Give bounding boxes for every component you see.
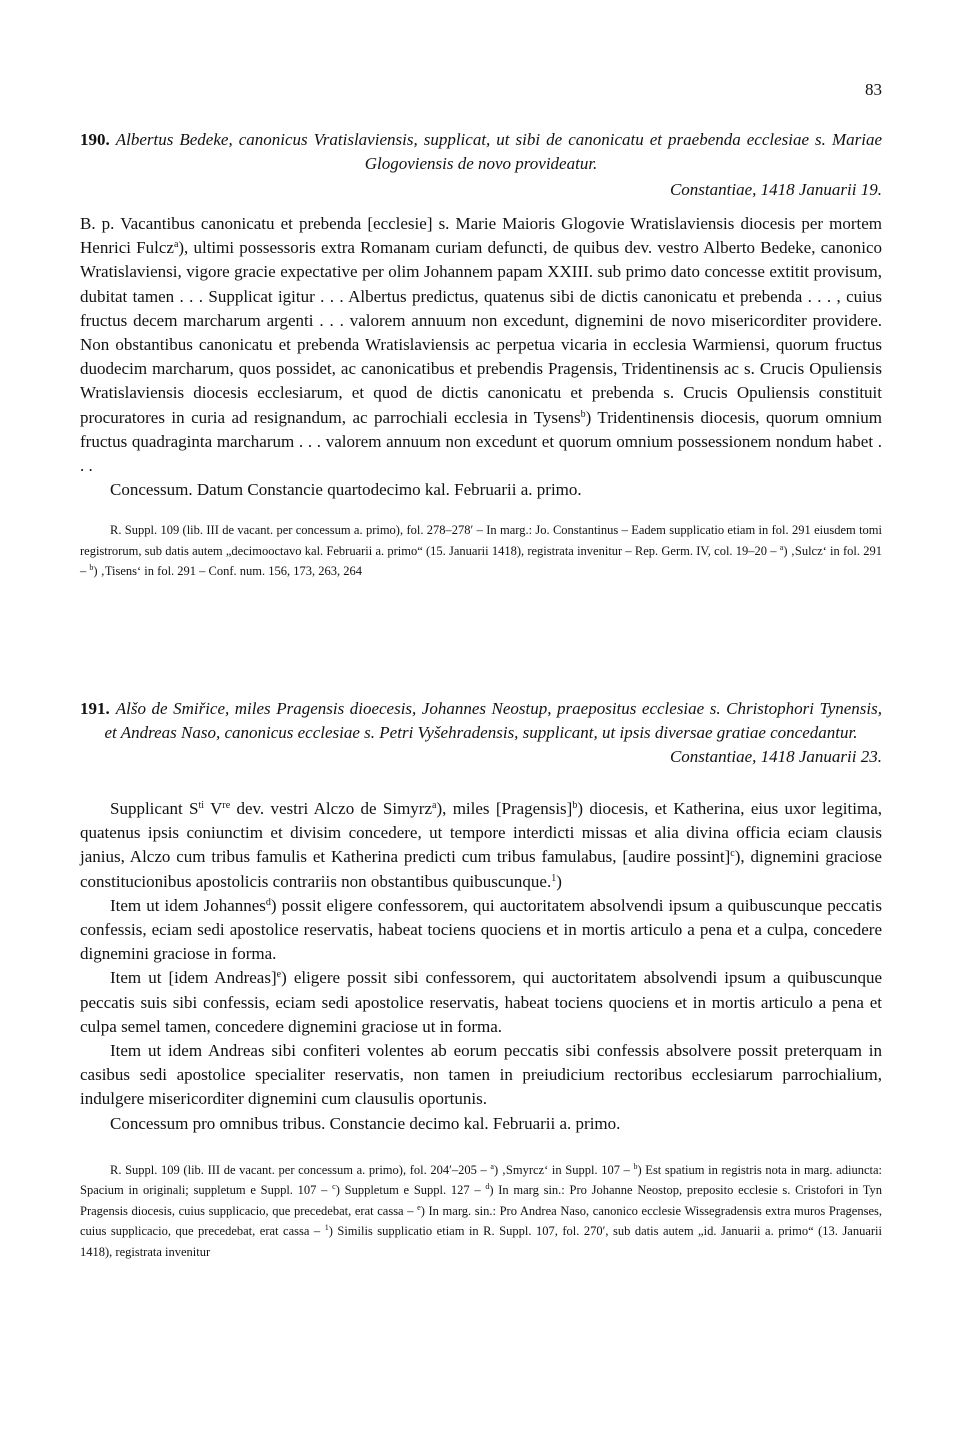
footnote-marker: a — [173, 239, 179, 251]
footnote-text: R. Suppl. 109 (lib. III de vacant. per concessum a. primo), fol. 204′–205 – $^a$) ‚Smyrcz‘ in Suppl. 107 – $^b$) Est spatium in registris nota in marg. adiuncta: Spacium in originali; suppletum e Suppl. 107 – $^c$) Suppletum e Suppl. 127 – $^d$) In marg sin.: Pro Johanne Neostop, preposito ecclesie s. Cristofori in Tyn Pragensis diocesis, cuius supplicacio, que precedebat, erat cassa – $^e$) In marg. sin.: Pro Andrea Naso, canonico ecclesie Wissegradensis extra muros Pragenses, cuius supplicacio, que precedebat, erat cassa – $^1$) Similis supplicatio etiam in R. Suppl. 107, fol. 270′, sub datis autem „id. Januarii a. primo“ (13. Januarii 1418), registrata invenitur — [80, 1161, 883, 1259]
body-paragraph: Concessum. Datum Constancie quartodecimo kal. Februarii a. primo. — [110, 480, 582, 500]
body-paragraph: Supplicant $S^{ti}$ Vre dev. vestri Alczo de Simyrz$^a$), miles [Pragensis]$^b$) diocesis, et Katherina, eius uxor legitima, quatenus ipsis coniunctim et divisim concedere, ut tempore interdicti missas et alia divina officia eciam clausis janius, Alczo cum tribus famulis et Katherina predicti cum tribus famulabus, [audire possint]$^c$), dignemini graciose constitucionibus apostolicis contrariis non obstantibus quibuscunque.$^1$) — [80, 799, 882, 891]
entry-body — [80, 212, 882, 502]
entry-heading — [80, 697, 882, 745]
footnote-marker: 1 — [551, 872, 557, 884]
body-paragraph: Item ut [idem Andreas]$^e$) eligere possit sibi confessorem, qui auctoritatem absolvendi ipsum a quibuscunque peccatis suis sibi confessis, eciam sedi apostolice reservatis, habeat tociens quociens et in mortis articulo a pena et culpa semel tamen, concedere dignemini graciose ut in forma. — [80, 968, 882, 1036]
entry-heading — [80, 128, 882, 176]
footnote-marker: a — [490, 1161, 494, 1171]
footnote-marker: b — [572, 800, 578, 811]
footnote-marker: a — [779, 542, 784, 552]
footnote-marker: 1 — [324, 1223, 329, 1233]
page-number: 83 — [865, 80, 882, 99]
footnote-marker: c — [730, 848, 735, 860]
entry-number: 190. — [80, 130, 110, 149]
body-paragraph: Item ut idem Andreas sibi confiteri volentes ab eorum peccatis sibi confessis absolvere possit preterquam in casibus sedi apostolice specialiter reservatis, non tamen in preiudicium rectoribus ecclesiarum parrochialium, indulgere misericorditer dignemini cum clausulis oportunis. — [80, 1041, 882, 1109]
entry-dateline: Constantiae, 1418 Januarii 23. — [669, 747, 882, 766]
entry-number: 191. — [80, 699, 110, 718]
entry-summary: Alšo de Smiřice, miles Pragensis dioecesis, Johannes Neostup, praepositus ecclesiae s. Christophori Tynensis, et Andreas Naso, canonicus ecclesiae s. Petri Vyšehradensis, supplicant, ut ipsis diversae gratiae concedantur. — [104, 699, 882, 742]
entry-body — [80, 797, 882, 1136]
footnote — [80, 520, 882, 582]
footnote-marker: e — [276, 969, 282, 981]
footnote-marker: d — [485, 1182, 490, 1192]
footnote-text: R. Suppl. 109 (lib. III de vacant. per concessum a. primo), fol. 278–278′ – In marg.: Jo. Constantinus – Eadem supplicatio etiam in fol. 291 eiusdem tomi registrorum, sub datis autem „decimooctavo kal. Februarii a. primo“ (15. Januarii 1418), registrata invenitur – Rep. Germ. IV, col. 19–20 – $^a$) ‚Sulcz‘ in fol. 291 – $^b$) ‚Tisens‘ in fol. 291 – Conf. num. 156, 173, 263, 264 — [80, 523, 882, 579]
footnote-marker: b — [580, 408, 586, 420]
footnote-marker: b — [89, 563, 94, 573]
footnote-marker: ti — [198, 800, 205, 811]
footnote-marker: b — [633, 1161, 638, 1171]
footnote-marker: d — [265, 896, 271, 908]
body-paragraph: Concessum pro omnibus tribus. Constancie decimo kal. Februarii a. primo. — [110, 1113, 621, 1133]
footnote-marker: e — [417, 1202, 421, 1212]
entry-190 — [80, 128, 882, 582]
footnote-marker: re — [222, 800, 231, 811]
body-paragraph: B. p. Vacantibus canonicatu et prebenda [ecclesie] s. Marie Maioris Glogovie Wratislaviensis diocesis per mortem Henrici Fulcz$^a$), ultimi possessoris extra Romanam curiam defuncti, de quibus dev. vestro Alberto Bedeke, canonico Wratislaviensi, vigore gracie expectative per olim Johannem papam XXIII. sub primo dato concesse extitit provisum, dubitat tamen . . . Supplicat igitur . . . Albertus predictus, quatenus sibi de dictis canonicatu et prebenda . . . , cuius fructus decem marcharum argenti . . . valorem annuum non excedunt, dignemini de novo misericorditer providere. Non obstantibus canonicatu et prebenda Wratislaviensis ac perpetua vicaria in ecclesia Warmiensi, quorum fructus duodecim marcharum, quos possidet, ac canonicatibus et prebendis Pragensis, Tridentinensis ac s. Crucis Opuliensis Wratislaviensis diocesis ecclesiarum, et quod de dictis canonicatu et prebenda s. Crucis Opuliensis constituit procuratores in curia ad resignandum, ac parrochiali ecclesia in Tysens$^b$) Tridentinensis diocesis, quorum omnium fructus quadraginta marcharum . . . valorem annuum non excedunt et quorum omnium possessionem nondum habet . . . — [80, 214, 883, 476]
footnote — [80, 1160, 882, 1263]
entry-summary: Albertus Bedeke, canonicus Vratislaviensis, supplicat, ut sibi de canonicatu et praebenda ecclesiae s. Mariae Glogoviensis de novo provideatur. — [115, 130, 882, 173]
footnote-marker: a — [432, 800, 437, 811]
entry-dateline: Constantiae, 1418 Januarii 19. — [669, 180, 882, 199]
body-paragraph: Item ut idem Johannes$^d$) possit eligere confessorem, qui auctoritatem absolvendi ipsum a quibuscunque peccatis confessis, eciam sedi apostolice reservatis, habeat tociens quociens et in mortis articulo a pena et a culpa, concedere dignemini graciose in forma. — [80, 895, 882, 964]
entry-191 — [80, 697, 882, 1262]
footnote-marker: c — [332, 1182, 336, 1192]
